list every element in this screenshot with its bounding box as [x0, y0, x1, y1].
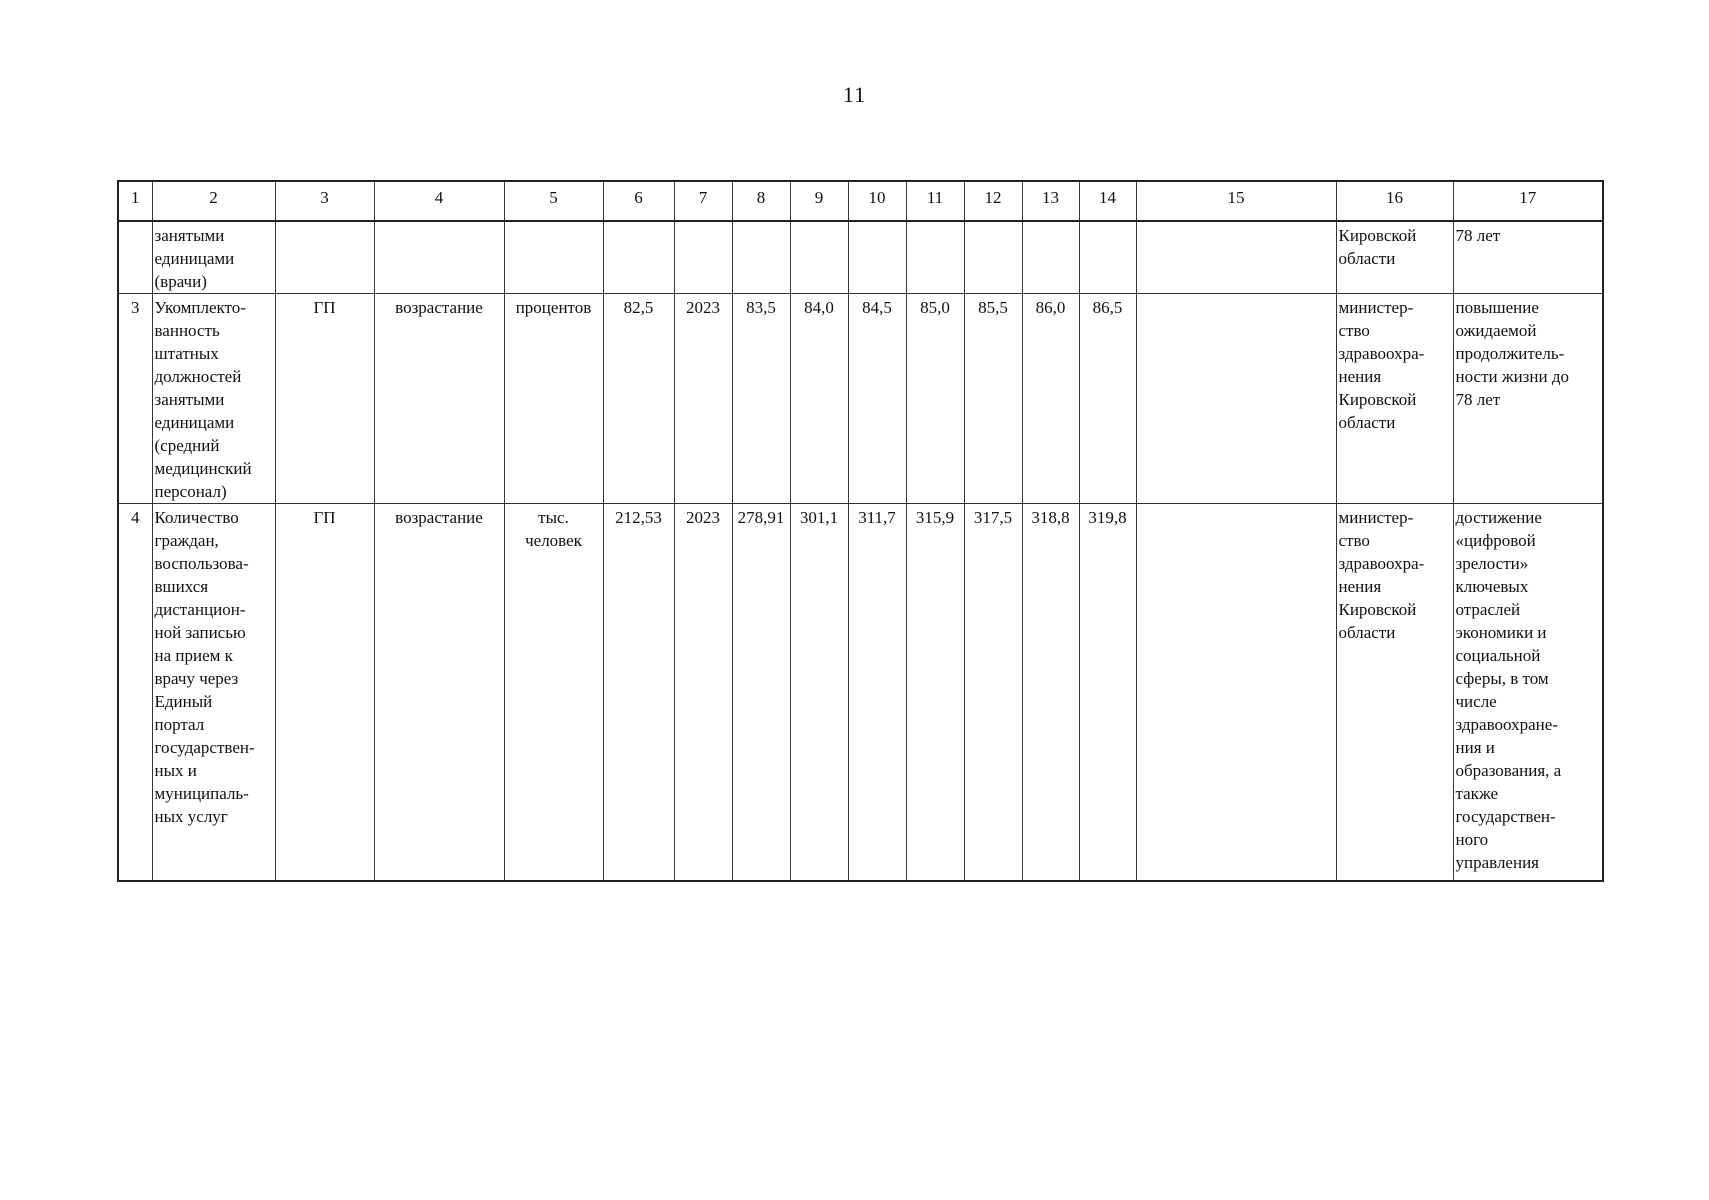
header-cell: 10	[848, 181, 906, 221]
value-cell: 84,0	[790, 294, 848, 504]
trend-cell: возрастание	[374, 504, 504, 882]
indicator-name-cell: Укомплекто- ванность штатных должностей занятыми единицами (средний медицинский персонал)	[152, 294, 275, 504]
type-cell: ГП	[275, 504, 374, 882]
header-cell: 7	[674, 181, 732, 221]
value-cell: 315,9	[906, 504, 964, 882]
value-cell: 278,91	[732, 504, 790, 882]
header-cell: 15	[1136, 181, 1336, 221]
value-cell: 85,0	[906, 294, 964, 504]
base-year-cell: 2023	[674, 294, 732, 504]
value-cell: 317,5	[964, 504, 1022, 882]
value-cell	[1022, 221, 1079, 294]
type-cell: ГП	[275, 294, 374, 504]
row-number-cell	[118, 221, 152, 294]
value-cell	[1079, 221, 1136, 294]
header-cell: 9	[790, 181, 848, 221]
unit-cell: процентов	[504, 294, 603, 504]
base-value-cell: 82,5	[603, 294, 674, 504]
value-cell: 84,5	[848, 294, 906, 504]
row-number-cell: 3	[118, 294, 152, 504]
type-cell	[275, 221, 374, 294]
empty-cell	[1136, 221, 1336, 294]
value-cell: 301,1	[790, 504, 848, 882]
row-number-cell: 4	[118, 504, 152, 882]
empty-cell	[1136, 294, 1336, 504]
table-row	[118, 504, 1603, 882]
value-cell	[848, 221, 906, 294]
trend-cell	[374, 221, 504, 294]
header-cell: 6	[603, 181, 674, 221]
table-row	[118, 294, 1603, 504]
header-cell: 5	[504, 181, 603, 221]
value-cell	[964, 221, 1022, 294]
header-cell: 14	[1079, 181, 1136, 221]
base-year-cell	[674, 221, 732, 294]
header-cell: 11	[906, 181, 964, 221]
value-cell	[790, 221, 848, 294]
value-cell	[906, 221, 964, 294]
goal-cell: повышение ожидаемой продолжитель- ности жизни до 78 лет	[1453, 294, 1603, 504]
header-cell: 3	[275, 181, 374, 221]
header-cell: 12	[964, 181, 1022, 221]
header-cell: 8	[732, 181, 790, 221]
responsible-cell: Кировской области	[1336, 221, 1453, 294]
unit-cell	[504, 221, 603, 294]
indicators-table	[117, 180, 1604, 882]
value-cell: 319,8	[1079, 504, 1136, 882]
value-cell: 85,5	[964, 294, 1022, 504]
responsible-cell: министер- ство здравоохра- нения Кировской области	[1336, 294, 1453, 504]
header-cell: 16	[1336, 181, 1453, 221]
unit-cell: тыс. человек	[504, 504, 603, 882]
goal-cell: достижение «цифровой зрелости» ключевых отраслей экономики и социальной сферы, в том числе здравоохране- ния и образования, а также государствен- ного управления	[1453, 504, 1603, 882]
value-cell: 83,5	[732, 294, 790, 504]
base-value-cell: 212,53	[603, 504, 674, 882]
header-cell: 1	[118, 181, 152, 221]
value-cell: 318,8	[1022, 504, 1079, 882]
trend-cell: возрастание	[374, 294, 504, 504]
value-cell: 311,7	[848, 504, 906, 882]
base-value-cell	[603, 221, 674, 294]
header-row	[118, 181, 1603, 221]
header-cell: 17	[1453, 181, 1603, 221]
goal-cell: 78 лет	[1453, 221, 1603, 294]
indicator-name-cell: Количество граждан, воспользова- вшихся дистанцион- ной записью на прием к врачу через Единый портал государствен- ных и муниципаль- ных услуг	[152, 504, 275, 882]
header-cell: 2	[152, 181, 275, 221]
header-cell: 4	[374, 181, 504, 221]
value-cell	[732, 221, 790, 294]
empty-cell	[1136, 504, 1336, 882]
table-row-continuation	[118, 221, 1603, 294]
value-cell: 86,0	[1022, 294, 1079, 504]
responsible-cell: министер- ство здравоохра- нения Кировской области	[1336, 504, 1453, 882]
header-cell: 13	[1022, 181, 1079, 221]
base-year-cell: 2023	[674, 504, 732, 882]
page-number: 11	[842, 82, 867, 107]
value-cell: 86,5	[1079, 294, 1136, 504]
indicator-name-cell: занятыми единицами (врачи)	[152, 221, 275, 294]
